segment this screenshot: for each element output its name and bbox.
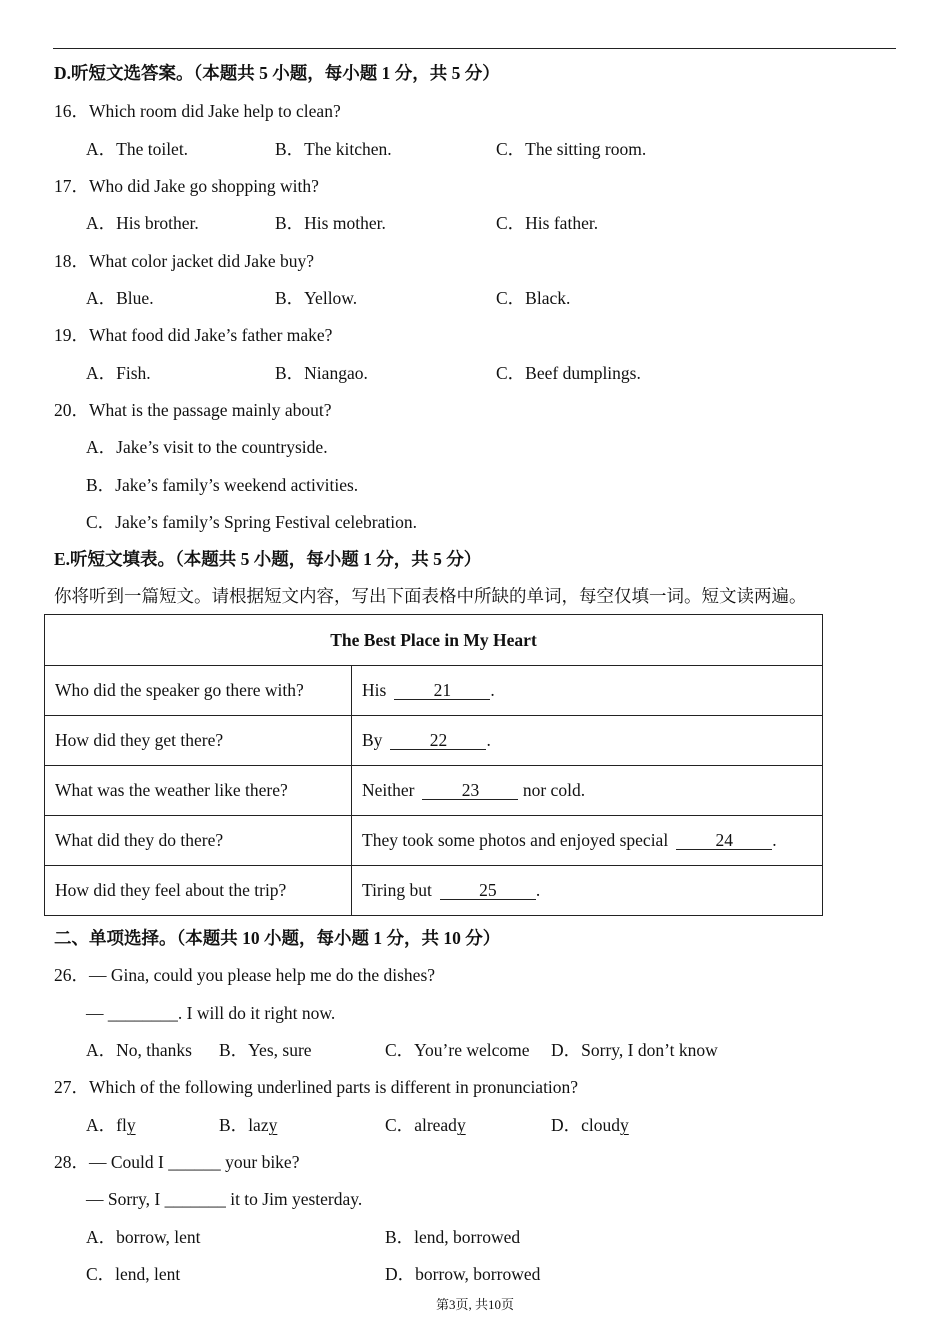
row-answer: By 22 . — [352, 716, 823, 766]
row-question: What did they do there? — [45, 816, 352, 866]
row-question: What was the weather like there? — [45, 766, 352, 816]
blank-23[interactable]: 23 — [422, 781, 518, 800]
underlined-letter: y — [268, 1115, 278, 1135]
question-17: 17．Who did Jake go shopping with? — [54, 176, 319, 196]
blank-21[interactable]: 21 — [394, 681, 490, 700]
question-19: 19．What food did Jake’s father make? — [54, 325, 333, 345]
row-answer: Neither 23 nor cold. — [352, 766, 823, 816]
section-e-instruction: 你将听到一篇短文。请根据短文内容，写出下面表格中所缺的单词，每空仅填一词。短文读两遍。 — [54, 586, 807, 606]
q19-option-a: A．Fish. — [86, 363, 151, 383]
section-2-heading: 二、单项选择。（本题共 10 小题，每小题 1 分，共 10 分） — [54, 928, 501, 948]
q16-option-b: B．The kitchen. — [275, 139, 392, 159]
underlined-letter: y — [456, 1115, 466, 1135]
underlined-letter: y — [620, 1115, 629, 1135]
q26-option-b: B．Yes, sure — [219, 1040, 312, 1060]
table-row — [45, 716, 823, 766]
table-title: The Best Place in My Heart — [45, 615, 823, 666]
row-answer: His 21 . — [352, 666, 823, 716]
q28-option-d: D．borrow, borrowed — [385, 1264, 541, 1284]
section-d-heading: D.听短文选答案。（本题共 5 小题，每小题 1 分，共 5 分） — [54, 63, 500, 83]
row-question: How did they get there? — [45, 716, 352, 766]
q20-option-a: A．Jake’s visit to the countryside. — [86, 437, 328, 457]
question-26-reply: — ________. I will do it right now. — [86, 1003, 336, 1023]
blank-22[interactable]: 22 — [390, 731, 486, 750]
q27-option-a: A．fly — [86, 1115, 136, 1135]
question-16: 16．Which room did Jake help to clean? — [54, 101, 341, 121]
blank-24[interactable]: 24 — [676, 831, 772, 850]
table-row — [45, 666, 823, 716]
question-26: 26．— Gina, could you please help me do the dishes? — [54, 965, 436, 985]
q17-option-a: A．His brother. — [86, 213, 199, 233]
q20-option-c: C．Jake’s family’s Spring Festival celebration. — [86, 512, 417, 532]
page-number: 第3页, 共10页 — [435, 1297, 514, 1312]
q28-option-b: B．lend, borrowed — [385, 1227, 521, 1247]
question-28-reply: — Sorry, I _______ it to Jim yesterday. — [86, 1189, 363, 1209]
listening-table — [44, 614, 823, 916]
table-row — [45, 766, 823, 816]
blank-25[interactable]: 25 — [440, 881, 536, 900]
q17-option-b: B．His mother. — [275, 213, 386, 233]
q16-option-a: A．The toilet. — [86, 139, 189, 159]
q17-option-c: C．His father. — [496, 213, 599, 233]
table-row — [45, 866, 823, 916]
q26-option-a: A．No, thanks — [86, 1040, 192, 1060]
row-answer: Tiring but 25 . — [352, 866, 823, 916]
row-question: How did they feel about the trip? — [45, 866, 352, 916]
q18-option-a: A．Blue. — [86, 288, 154, 308]
q19-option-b: B．Niangao. — [275, 363, 368, 383]
q19-option-c: C．Beef dumplings. — [496, 363, 641, 383]
q26-option-d: D．Sorry, I don’t know — [551, 1040, 718, 1060]
underlined-letter: y — [126, 1115, 136, 1135]
q28-option-a: A．borrow, lent — [86, 1227, 201, 1247]
q20-option-b: B．Jake’s family’s weekend activities. — [86, 475, 359, 495]
question-28: 28．— Could I ______ your bike? — [54, 1152, 300, 1172]
q27-option-c: C．already — [385, 1115, 466, 1135]
q18-option-c: C．Black. — [496, 288, 571, 308]
q26-option-c: C．You’re welcome — [385, 1040, 530, 1060]
question-18: 18．What color jacket did Jake buy? — [54, 251, 314, 271]
q27-option-d: D．cloudy — [551, 1115, 629, 1135]
q18-option-b: B．Yellow. — [275, 288, 358, 308]
row-question: Who did the speaker go there with? — [45, 666, 352, 716]
question-20: 20．What is the passage mainly about? — [54, 400, 332, 420]
top-rule — [53, 48, 896, 49]
q16-option-c: C．The sitting room. — [496, 139, 647, 159]
q28-option-c: C．lend, lent — [86, 1264, 181, 1284]
table-row — [45, 816, 823, 866]
row-answer: They took some photos and enjoyed special 24 . — [352, 816, 823, 866]
q27-option-b: B．lazy — [219, 1115, 278, 1135]
section-e-heading: E.听短文填表。（本题共 5 小题，每小题 1 分，共 5 分） — [54, 549, 482, 569]
question-27: 27．Which of the following underlined parts is different in pronunciation? — [54, 1077, 579, 1097]
